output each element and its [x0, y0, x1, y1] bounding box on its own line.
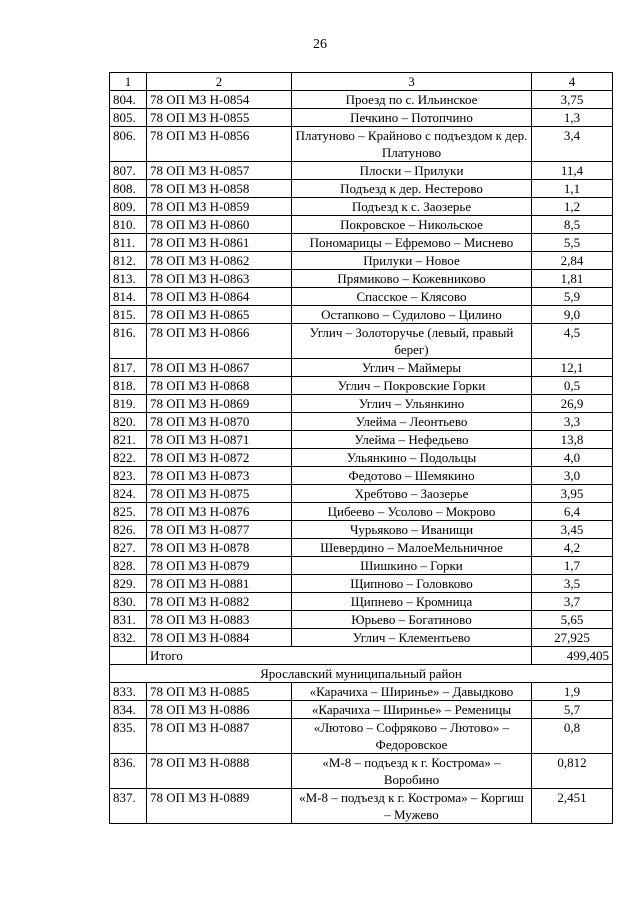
- road-code-cell: 78 ОП МЗ Н-0854: [147, 91, 292, 109]
- road-length-cell: 0,5: [532, 377, 613, 395]
- row-number-cell: 834.: [110, 701, 147, 719]
- road-length-cell: 6,4: [532, 503, 613, 521]
- table-row: [110, 611, 613, 629]
- table-row: [110, 288, 613, 306]
- road-name-cell: «М-8 – подъезд к г. Кострома» – Коргиш – Мужево: [292, 789, 532, 824]
- road-name-cell: Остапково – Судилово – Цилино: [292, 306, 532, 324]
- road-name-cell: Улейма – Нефедьево: [292, 431, 532, 449]
- roads-table: [109, 72, 613, 824]
- header-row: [110, 73, 613, 91]
- road-length-cell: 0,812: [532, 754, 613, 789]
- road-name-cell: «М-8 – подъезд к г. Кострома» – Воробино: [292, 754, 532, 789]
- road-length-cell: 9,0: [532, 306, 613, 324]
- road-code-cell: 78 ОП МЗ Н-0861: [147, 234, 292, 252]
- road-name-cell: Покровское – Никольское: [292, 216, 532, 234]
- row-number-cell: 814.: [110, 288, 147, 306]
- road-length-cell: 3,4: [532, 127, 613, 162]
- row-number-cell: 818.: [110, 377, 147, 395]
- table-row: [110, 413, 613, 431]
- table-row: [110, 593, 613, 611]
- road-name-cell: Спасское – Клясово: [292, 288, 532, 306]
- road-length-cell: 5,7: [532, 701, 613, 719]
- road-length-cell: 4,0: [532, 449, 613, 467]
- road-code-cell: 78 ОП МЗ Н-0888: [147, 754, 292, 789]
- row-number-cell: 826.: [110, 521, 147, 539]
- table-row: [110, 539, 613, 557]
- table-row: [110, 252, 613, 270]
- table-row: [110, 431, 613, 449]
- road-length-cell: 1,3: [532, 109, 613, 127]
- road-name-cell: «Карачиха – Ширинье» – Ременицы: [292, 701, 532, 719]
- road-code-cell: 78 ОП МЗ Н-0876: [147, 503, 292, 521]
- road-name-cell: Прилуки – Новое: [292, 252, 532, 270]
- road-length-cell: 1,9: [532, 683, 613, 701]
- header-col-4: 4: [532, 73, 613, 91]
- row-number-cell: 817.: [110, 359, 147, 377]
- table-row: [110, 109, 613, 127]
- table-row: [110, 701, 613, 719]
- road-name-cell: Шишкино – Горки: [292, 557, 532, 575]
- row-number-cell: 810.: [110, 216, 147, 234]
- road-length-cell: 8,5: [532, 216, 613, 234]
- row-number-cell: 808.: [110, 180, 147, 198]
- road-code-cell: 78 ОП МЗ Н-0875: [147, 485, 292, 503]
- table-row: [110, 91, 613, 109]
- table-row: [110, 449, 613, 467]
- row-number-cell: 833.: [110, 683, 147, 701]
- row-number-cell: 836.: [110, 754, 147, 789]
- table-row: [110, 521, 613, 539]
- table-row: [110, 575, 613, 593]
- row-number-cell: 824.: [110, 485, 147, 503]
- row-number-cell: 809.: [110, 198, 147, 216]
- road-length-cell: 11,4: [532, 162, 613, 180]
- road-code-cell: 78 ОП МЗ Н-0872: [147, 449, 292, 467]
- table-row: [110, 683, 613, 701]
- total-row: [110, 647, 613, 665]
- road-length-cell: 2,84: [532, 252, 613, 270]
- road-length-cell: 3,45: [532, 521, 613, 539]
- table-row: [110, 359, 613, 377]
- table-row: [110, 306, 613, 324]
- road-length-cell: 3,7: [532, 593, 613, 611]
- road-code-cell: 78 ОП МЗ Н-0884: [147, 629, 292, 647]
- table-row: [110, 754, 613, 789]
- table-row: [110, 270, 613, 288]
- road-code-cell: 78 ОП МЗ Н-0885: [147, 683, 292, 701]
- total-label: Итого: [147, 647, 532, 665]
- road-length-cell: 1,81: [532, 270, 613, 288]
- road-code-cell: 78 ОП МЗ Н-0871: [147, 431, 292, 449]
- road-length-cell: 3,5: [532, 575, 613, 593]
- table-row: [110, 485, 613, 503]
- road-code-cell: 78 ОП МЗ Н-0855: [147, 109, 292, 127]
- row-number-cell: 829.: [110, 575, 147, 593]
- road-name-cell: Ульянкино – Подольцы: [292, 449, 532, 467]
- table-row: [110, 467, 613, 485]
- road-code-cell: 78 ОП МЗ Н-0857: [147, 162, 292, 180]
- table-row: [110, 789, 613, 824]
- road-name-cell: Платуново – Крайново с подъездом к дер. Платуново: [292, 127, 532, 162]
- road-name-cell: Углич – Клементьево: [292, 629, 532, 647]
- road-code-cell: 78 ОП МЗ Н-0858: [147, 180, 292, 198]
- road-name-cell: Цибеево – Усолово – Мокрово: [292, 503, 532, 521]
- road-name-cell: Углич – Золоторучье (левый, правый берег): [292, 324, 532, 359]
- row-number-cell: 820.: [110, 413, 147, 431]
- road-name-cell: Углич – Маймеры: [292, 359, 532, 377]
- road-length-cell: 1,2: [532, 198, 613, 216]
- road-code-cell: 78 ОП МЗ Н-0860: [147, 216, 292, 234]
- road-code-cell: 78 ОП МЗ Н-0889: [147, 789, 292, 824]
- road-name-cell: Пономарицы – Ефремово – Миснево: [292, 234, 532, 252]
- road-name-cell: Федотово – Шемякино: [292, 467, 532, 485]
- row-number-cell: 823.: [110, 467, 147, 485]
- row-number-cell: 806.: [110, 127, 147, 162]
- row-number-cell: 827.: [110, 539, 147, 557]
- road-code-cell: 78 ОП МЗ Н-0869: [147, 395, 292, 413]
- road-length-cell: 1,7: [532, 557, 613, 575]
- section-row: [110, 665, 613, 683]
- road-code-cell: 78 ОП МЗ Н-0862: [147, 252, 292, 270]
- road-length-cell: 3,95: [532, 485, 613, 503]
- road-name-cell: Улейма – Леонтьево: [292, 413, 532, 431]
- table-row: [110, 198, 613, 216]
- road-code-cell: 78 ОП МЗ Н-0879: [147, 557, 292, 575]
- row-number-cell: 830.: [110, 593, 147, 611]
- table-row: [110, 324, 613, 359]
- table-row: [110, 180, 613, 198]
- road-code-cell: 78 ОП МЗ Н-0859: [147, 198, 292, 216]
- road-code-cell: 78 ОП МЗ Н-0856: [147, 127, 292, 162]
- road-name-cell: Углич – Ульянкино: [292, 395, 532, 413]
- road-length-cell: 26,9: [532, 395, 613, 413]
- road-code-cell: 78 ОП МЗ Н-0881: [147, 575, 292, 593]
- road-name-cell: Юрьево – Богатиново: [292, 611, 532, 629]
- road-name-cell: Хребтово – Заозерье: [292, 485, 532, 503]
- road-length-cell: 0,8: [532, 719, 613, 754]
- row-number-cell: 821.: [110, 431, 147, 449]
- header-col-1: 1: [110, 73, 147, 91]
- row-number-cell: 815.: [110, 306, 147, 324]
- road-code-cell: 78 ОП МЗ Н-0883: [147, 611, 292, 629]
- row-number-cell: 831.: [110, 611, 147, 629]
- road-length-cell: 1,1: [532, 180, 613, 198]
- row-number-cell: 835.: [110, 719, 147, 754]
- road-name-cell: Печкино – Потопчино: [292, 109, 532, 127]
- row-number-cell: 805.: [110, 109, 147, 127]
- road-name-cell: Щипнево – Кромница: [292, 593, 532, 611]
- road-length-cell: 12,1: [532, 359, 613, 377]
- road-code-cell: 78 ОП МЗ Н-0870: [147, 413, 292, 431]
- table-row: [110, 216, 613, 234]
- row-number-cell: 837.: [110, 789, 147, 824]
- road-length-cell: 2,451: [532, 789, 613, 824]
- road-name-cell: Подъезд к с. Заозерье: [292, 198, 532, 216]
- road-code-cell: 78 ОП МЗ Н-0867: [147, 359, 292, 377]
- page-number: 26: [313, 37, 327, 52]
- road-name-cell: Подъезд к дер. Нестерово: [292, 180, 532, 198]
- road-code-cell: 78 ОП МЗ Н-0864: [147, 288, 292, 306]
- road-length-cell: 5,5: [532, 234, 613, 252]
- table-row: [110, 629, 613, 647]
- road-name-cell: «Карачиха – Ширинье» – Давыдково: [292, 683, 532, 701]
- row-number-cell: 832.: [110, 629, 147, 647]
- road-name-cell: Чурьяково – Иванищи: [292, 521, 532, 539]
- road-name-cell: Прямиково – Кожевниково: [292, 270, 532, 288]
- table-row: [110, 719, 613, 754]
- table-row: [110, 127, 613, 162]
- table-row: [110, 395, 613, 413]
- road-length-cell: 5,9: [532, 288, 613, 306]
- total-value: 499,405: [532, 647, 613, 665]
- road-code-cell: 78 ОП МЗ Н-0863: [147, 270, 292, 288]
- table-row: [110, 234, 613, 252]
- road-name-cell: «Лютово – Софряково – Лютово» – Федоровское: [292, 719, 532, 754]
- row-number-cell: 807.: [110, 162, 147, 180]
- road-code-cell: 78 ОП МЗ Н-0887: [147, 719, 292, 754]
- road-code-cell: 78 ОП МЗ Н-0878: [147, 539, 292, 557]
- road-name-cell: Плоски – Прилуки: [292, 162, 532, 180]
- row-number-cell: 804.: [110, 91, 147, 109]
- road-length-cell: 4,2: [532, 539, 613, 557]
- table-row: [110, 162, 613, 180]
- row-number-cell: 822.: [110, 449, 147, 467]
- road-length-cell: 4,5: [532, 324, 613, 359]
- road-name-cell: Проезд по с. Ильинское: [292, 91, 532, 109]
- road-name-cell: Щипново – Головково: [292, 575, 532, 593]
- road-length-cell: 3,0: [532, 467, 613, 485]
- road-code-cell: 78 ОП МЗ Н-0877: [147, 521, 292, 539]
- row-number-cell: 816.: [110, 324, 147, 359]
- total-empty-cell: [110, 647, 147, 665]
- road-code-cell: 78 ОП МЗ Н-0868: [147, 377, 292, 395]
- road-code-cell: 78 ОП МЗ Н-0882: [147, 593, 292, 611]
- road-code-cell: 78 ОП МЗ Н-0886: [147, 701, 292, 719]
- table-row: [110, 377, 613, 395]
- road-length-cell: 3,3: [532, 413, 613, 431]
- road-name-cell: Шевердино – МалоеМельничное: [292, 539, 532, 557]
- row-number-cell: 811.: [110, 234, 147, 252]
- table-row: [110, 503, 613, 521]
- row-number-cell: 825.: [110, 503, 147, 521]
- road-length-cell: 27,925: [532, 629, 613, 647]
- header-col-3: 3: [292, 73, 532, 91]
- road-length-cell: 13,8: [532, 431, 613, 449]
- road-code-cell: 78 ОП МЗ Н-0866: [147, 324, 292, 359]
- road-length-cell: 3,75: [532, 91, 613, 109]
- row-number-cell: 819.: [110, 395, 147, 413]
- section-title: Ярославский муниципальный район: [110, 665, 613, 683]
- row-number-cell: 813.: [110, 270, 147, 288]
- road-length-cell: 5,65: [532, 611, 613, 629]
- road-code-cell: 78 ОП МЗ Н-0865: [147, 306, 292, 324]
- table-row: [110, 557, 613, 575]
- row-number-cell: 812.: [110, 252, 147, 270]
- header-col-2: 2: [147, 73, 292, 91]
- row-number-cell: 828.: [110, 557, 147, 575]
- road-name-cell: Углич – Покровские Горки: [292, 377, 532, 395]
- road-code-cell: 78 ОП МЗ Н-0873: [147, 467, 292, 485]
